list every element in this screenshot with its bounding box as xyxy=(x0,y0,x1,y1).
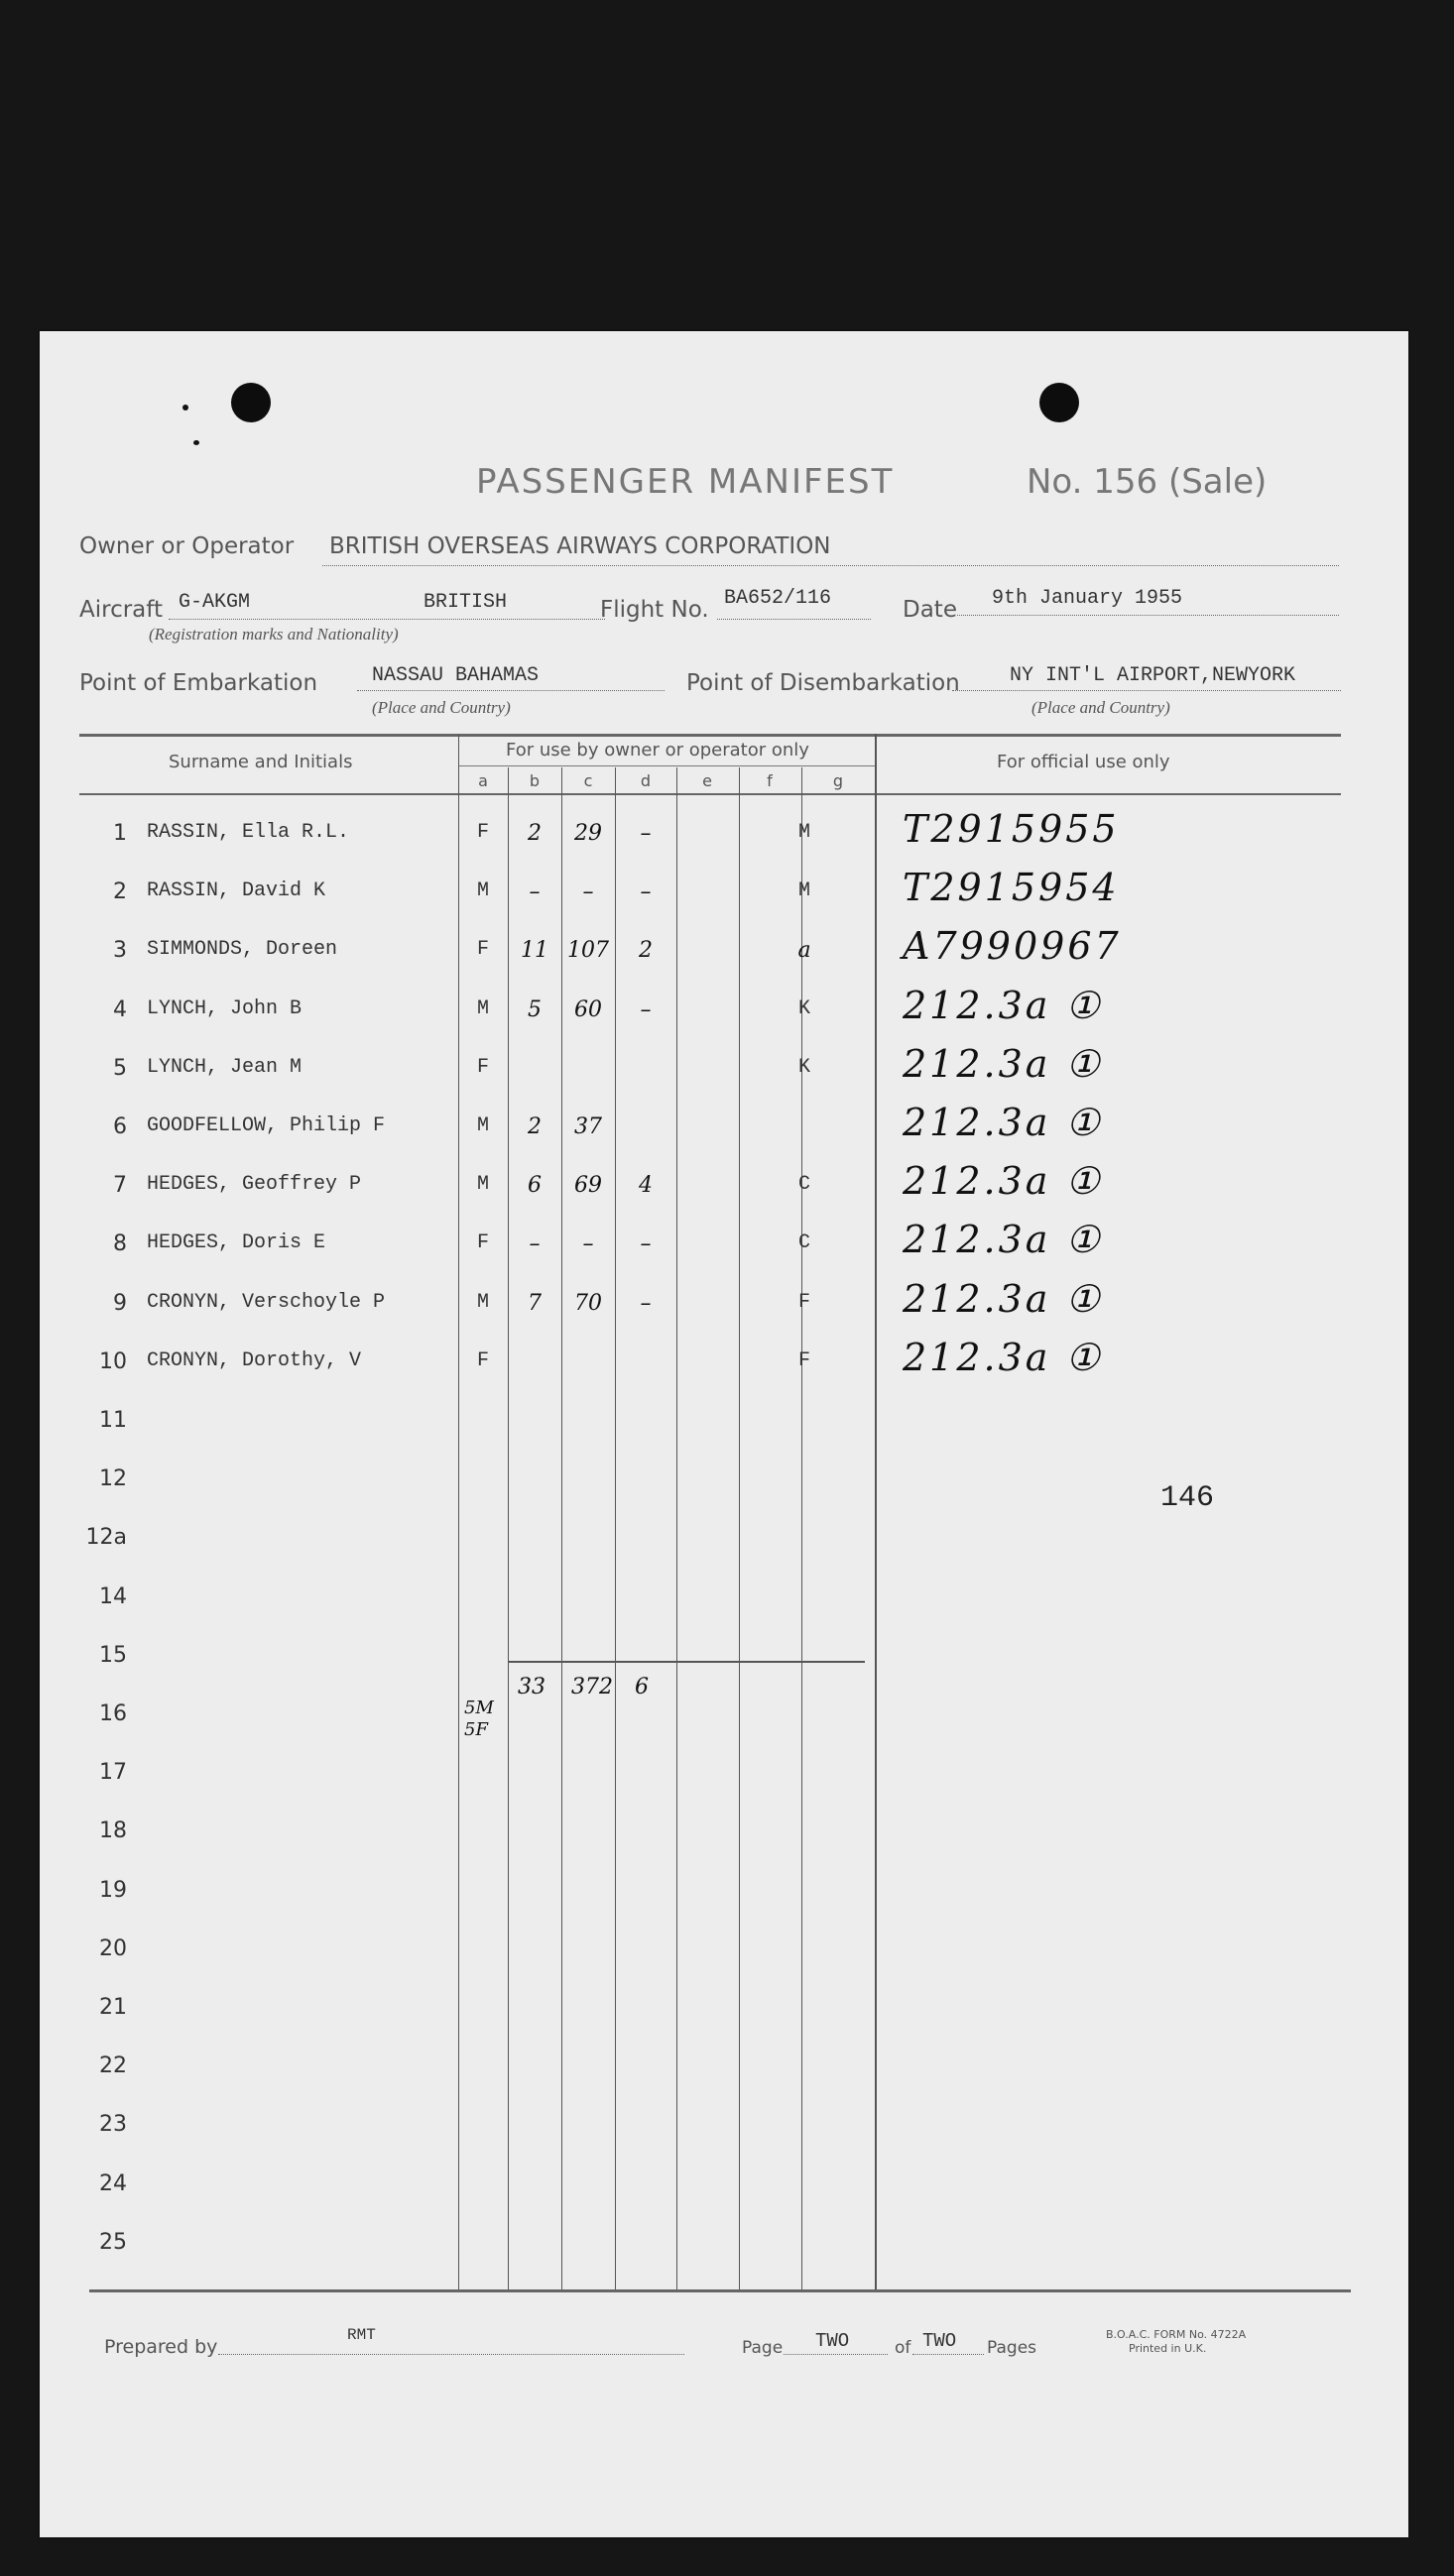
row-number: 24 xyxy=(99,2170,127,2196)
manifest-number: No. 156 (Sale) xyxy=(1027,462,1268,502)
passenger-name: GOODFELLOW, Philip F xyxy=(147,1114,386,1137)
prepared-by-value: RMT xyxy=(347,2326,376,2344)
row-number: 6 xyxy=(113,1114,127,1139)
cell-b: 6 xyxy=(528,1173,542,1199)
cell-a: M xyxy=(476,1173,489,1197)
row-number: 4 xyxy=(113,996,127,1022)
row-number: 18 xyxy=(99,1818,127,1844)
row-number: 3 xyxy=(113,938,127,964)
of-value: TWO xyxy=(922,2330,957,2352)
official-divider xyxy=(875,734,877,2289)
prepared-by-label: Prepared by xyxy=(104,2336,218,2358)
official-entry: 212.3a ① xyxy=(903,1218,1103,1262)
passenger-name: LYNCH, Jean M xyxy=(147,1055,303,1079)
passenger-name: HEDGES, Geoffrey P xyxy=(147,1173,362,1197)
row-number: 16 xyxy=(99,1701,127,1726)
passenger-name: LYNCH, John B xyxy=(147,996,303,1020)
totals-sex: 5M 5F xyxy=(464,1698,494,1740)
row-number: 2 xyxy=(113,879,127,905)
passenger-name: RASSIN, Ella R.L. xyxy=(147,821,350,844)
column-letter: d xyxy=(640,771,652,790)
cell-c: – xyxy=(582,879,594,905)
date-value: 9th January 1955 xyxy=(992,587,1183,610)
cell-c: 70 xyxy=(574,1290,602,1316)
official-entry: 212.3a ① xyxy=(903,1041,1103,1086)
column-letter: c xyxy=(583,771,593,790)
cell-a: M xyxy=(476,996,489,1020)
cell-c: 29 xyxy=(574,821,602,846)
official-entry: T2915954 xyxy=(903,866,1120,910)
row-number: 5 xyxy=(113,1055,127,1081)
table-top-rule xyxy=(79,734,1341,737)
cell-a: F xyxy=(476,938,489,962)
cell-c: 107 xyxy=(567,938,609,964)
cell-f: M xyxy=(797,821,810,844)
column-divider xyxy=(739,767,740,2289)
owner-line xyxy=(322,565,1339,566)
aircraft-registration: G-AKGM xyxy=(179,591,251,614)
column-divider xyxy=(458,734,459,2289)
ink-speck xyxy=(182,405,188,410)
page-line xyxy=(784,2354,888,2355)
group-header-rule xyxy=(458,765,875,766)
column-divider xyxy=(561,767,562,2289)
official-count: 146 xyxy=(1160,1481,1215,1515)
column-divider xyxy=(615,767,616,2289)
cell-d: – xyxy=(640,996,652,1022)
official-entry: T2915955 xyxy=(903,807,1120,851)
flight-value: BA652/116 xyxy=(724,587,832,610)
cell-d: – xyxy=(640,821,652,846)
official-entry: 212.3a ① xyxy=(903,1276,1103,1321)
row-number: 15 xyxy=(99,1642,127,1668)
cell-a: F xyxy=(476,1055,489,1079)
cell-a: M xyxy=(476,1114,489,1137)
official-entry: 212.3a ① xyxy=(903,1335,1103,1379)
owner-value: BRITISH OVERSEAS AIRWAYS CORPORATION xyxy=(329,533,831,559)
row-number: 19 xyxy=(99,1877,127,1903)
totals-col-b: 33 xyxy=(518,1675,545,1699)
manifest-title: PASSENGER MANIFEST xyxy=(476,462,895,502)
passenger-name: HEDGES, Doris E xyxy=(147,1231,326,1255)
column-letter: e xyxy=(702,771,712,790)
official-entry: 212.3a ① xyxy=(903,983,1103,1027)
cell-b: 7 xyxy=(528,1290,542,1316)
column-divider xyxy=(801,767,802,2289)
cell-d: – xyxy=(640,879,652,905)
operator-group-header: For use by owner or operator only xyxy=(506,740,809,761)
flight-label: Flight No. xyxy=(600,597,709,623)
of-label: of xyxy=(895,2338,911,2358)
cell-f: C xyxy=(797,1231,810,1255)
cell-b: – xyxy=(529,879,541,905)
form-number: B.O.A.C. FORM No. 4722A xyxy=(1106,2328,1247,2341)
cell-c: 60 xyxy=(574,996,602,1022)
cell-b: 5 xyxy=(528,996,542,1022)
passenger-name: SIMMONDS, Doreen xyxy=(147,938,338,962)
row-number: 20 xyxy=(99,1935,127,1961)
row-number: 1 xyxy=(113,821,127,846)
table-header-rule xyxy=(79,793,1341,795)
passenger-name: RASSIN, David K xyxy=(147,879,326,903)
cell-f: C xyxy=(797,1173,810,1197)
surname-header: Surname and Initials xyxy=(169,752,353,772)
cell-c: 69 xyxy=(574,1173,602,1199)
prepared-by-line xyxy=(218,2354,684,2355)
row-number: 7 xyxy=(113,1173,127,1199)
totals-col-c: 372 xyxy=(571,1675,613,1699)
aircraft-nationality: BRITISH xyxy=(424,591,508,614)
embarkation-note: (Place and Country) xyxy=(372,698,511,717)
disembarkation-line xyxy=(952,690,1341,691)
column-letter: b xyxy=(529,771,541,790)
column-letter: g xyxy=(832,771,844,790)
row-number: 9 xyxy=(113,1290,127,1316)
row-number: 12 xyxy=(99,1466,127,1492)
cell-a: F xyxy=(476,821,489,844)
row-number: 22 xyxy=(99,2053,127,2079)
row-number: 25 xyxy=(99,2229,127,2255)
aircraft-line xyxy=(169,619,605,620)
row-number: 21 xyxy=(99,1995,127,2020)
cell-d: 4 xyxy=(639,1173,653,1199)
cell-d: – xyxy=(640,1290,652,1316)
flight-line xyxy=(717,619,871,620)
cell-f: F xyxy=(797,1290,810,1314)
column-letter: f xyxy=(767,771,773,790)
embarkation-value: NASSAU BAHAMAS xyxy=(372,664,540,687)
cell-f: K xyxy=(797,1055,810,1079)
row-number: 17 xyxy=(99,1760,127,1786)
passenger-name: CRONYN, Dorothy, V xyxy=(147,1348,362,1372)
disembarkation-value: NY INT'L AIRPORT,NEWYORK xyxy=(1010,664,1296,687)
cell-d: – xyxy=(640,1231,652,1257)
pages-label: Pages xyxy=(987,2338,1037,2358)
ink-speck xyxy=(193,440,199,445)
page-value: TWO xyxy=(815,2330,850,2352)
cell-a: M xyxy=(476,1290,489,1314)
column-letter: a xyxy=(478,771,488,790)
column-divider xyxy=(676,767,677,2289)
official-entry: A7990967 xyxy=(903,924,1122,969)
column-divider xyxy=(508,767,509,2289)
table-bottom-rule xyxy=(89,2289,1351,2292)
disembarkation-label: Point of Disembarkation xyxy=(686,670,960,696)
embarkation-line xyxy=(357,690,665,691)
cell-a: F xyxy=(476,1231,489,1255)
row-number: 14 xyxy=(99,1583,127,1609)
cell-f: a xyxy=(797,938,811,964)
official-entry: 212.3a ① xyxy=(903,1101,1103,1144)
cell-b: 2 xyxy=(528,1114,542,1139)
cell-f: K xyxy=(797,996,810,1020)
owner-label: Owner or Operator xyxy=(79,533,295,559)
row-number: 10 xyxy=(99,1348,127,1374)
cell-a: F xyxy=(476,1348,489,1372)
totals-col-d: 6 xyxy=(635,1675,649,1699)
manifest-sheet xyxy=(40,331,1408,2537)
cell-f: M xyxy=(797,879,810,903)
aircraft-note: (Registration marks and Nationality) xyxy=(149,625,399,644)
cell-c: – xyxy=(582,1231,594,1257)
row-number: 8 xyxy=(113,1231,127,1257)
row-number: 23 xyxy=(99,2112,127,2138)
aircraft-label: Aircraft xyxy=(79,597,163,623)
official-entry: 212.3a ① xyxy=(903,1159,1103,1204)
punch-hole-right xyxy=(1039,383,1079,422)
of-line xyxy=(912,2354,984,2355)
cell-c: 37 xyxy=(574,1114,602,1139)
row-number: 11 xyxy=(99,1408,127,1433)
form-printed: Printed in U.K. xyxy=(1129,2342,1207,2355)
cell-b: – xyxy=(529,1231,541,1257)
cell-d: 2 xyxy=(639,938,653,964)
page-label: Page xyxy=(742,2338,784,2358)
official-header: For official use only xyxy=(997,752,1170,772)
cell-b: 2 xyxy=(528,821,542,846)
date-line xyxy=(957,615,1339,616)
disembarkation-note: (Place and Country) xyxy=(1031,698,1170,717)
cell-f: F xyxy=(797,1348,810,1372)
cell-b: 11 xyxy=(521,938,548,964)
punch-hole-left xyxy=(231,383,271,422)
embarkation-label: Point of Embarkation xyxy=(79,670,318,696)
row-number: 12a xyxy=(85,1525,127,1551)
passenger-name: CRONYN, Verschoyle P xyxy=(147,1290,386,1314)
cell-a: M xyxy=(476,879,489,903)
date-label: Date xyxy=(903,597,957,623)
